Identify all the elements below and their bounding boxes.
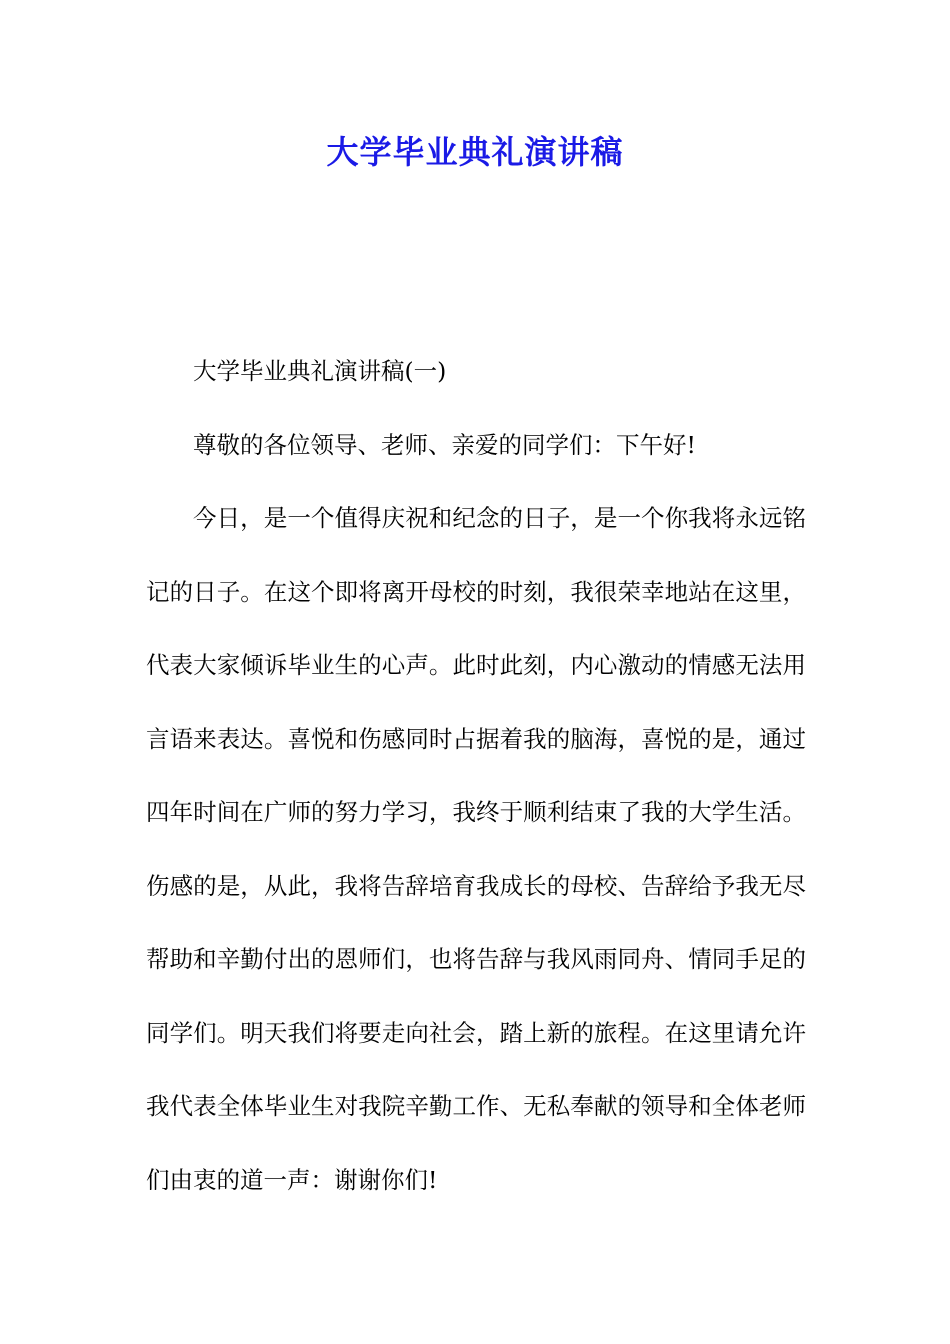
- section-heading: 大学毕业典礼演讲稿(一): [193, 357, 447, 385]
- document-body: [146, 335, 806, 1217]
- salutation-paragraph: 尊敬的各位领导、老师、亲爱的同学们：下午好!: [193, 430, 696, 459]
- document-title: 大学毕业典礼演讲稿: [326, 133, 624, 171]
- body-paragraph: 今日，是一个值得庆祝和纪念的日子，是一个你我将永远铭记的日子。在这个即将离开母校的时刻，我很荣幸地站在这里，代表大家倾诉毕业生的心声。此时此刻，内心激动的情感无法用言语来表达。喜悦和伤感同时占据着我的脑海，喜悦的是，通过四年时间在广师的努力学习，我终于顺利结束了我的大学生活。伤感的是，从此，我将告辞培育我成长的母校、告辞给予我无尽帮助和辛勤付出的恩师们，也将告辞与我风雨同舟、情同手足的同学们。明天我们将要走向社会，踏上新的旅程。在这里请允许我代表全体毕业生对我院辛勤工作、无私奉献的领导和全体老师们由衷的道一声：谢谢你们!: [146, 504, 806, 1194]
